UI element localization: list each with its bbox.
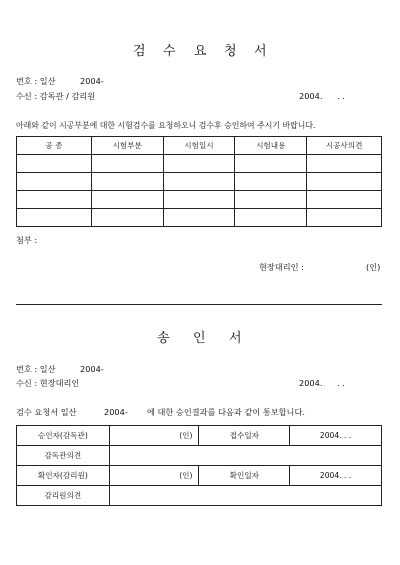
confirm-date-label: 확인일자	[199, 466, 290, 486]
request-title-char: 요	[194, 44, 207, 59]
table-row	[17, 466, 382, 486]
header-test-datetime: 시험일시	[163, 137, 235, 155]
header-test-content: 시험내용	[235, 137, 307, 155]
approval-number-value: 2004-	[80, 364, 104, 374]
table-cell[interactable]	[163, 191, 235, 209]
table-cell[interactable]	[91, 155, 163, 173]
header-test-part: 시험부분	[91, 137, 163, 155]
table-header-row	[17, 137, 382, 155]
table-cell[interactable]	[91, 173, 163, 191]
approval-table	[16, 425, 382, 506]
request-title-char: 청	[224, 44, 237, 59]
table-cell[interactable]	[17, 155, 92, 173]
section-divider	[16, 304, 382, 305]
approval-date-year: 2004.	[299, 378, 323, 388]
request-date-dots: . .	[337, 91, 345, 101]
request-title-char: 서	[254, 44, 267, 59]
table-cell[interactable]	[235, 191, 307, 209]
table-cell[interactable]	[91, 191, 163, 209]
table-row	[17, 155, 382, 173]
supervisor-opinion-label: 감독관의견	[17, 446, 110, 466]
request-title-char: 검	[133, 44, 146, 59]
approval-statement-suffix: 에 대한 승인결과를 다음과 같이 통보합니다.	[147, 407, 305, 417]
approver-seal[interactable]: (인)	[109, 426, 199, 446]
table-row	[17, 446, 382, 466]
approval-date-dots: . .	[337, 378, 345, 388]
table-cell[interactable]	[17, 191, 92, 209]
table-row	[17, 209, 382, 227]
table-row	[17, 173, 382, 191]
table-cell[interactable]	[307, 155, 382, 173]
table-cell[interactable]	[307, 209, 382, 227]
request-number-label: 번호 : 일산	[16, 76, 56, 86]
confirmer-inspector-label: 확인자(감리원)	[17, 466, 110, 486]
approver-supervisor-label: 승인자(감독관)	[17, 426, 110, 446]
approval-title-char: 인	[193, 331, 206, 346]
inspector-opinion-value[interactable]	[109, 486, 381, 506]
header-work-type: 공 종	[17, 137, 92, 155]
request-title-char: 수	[163, 44, 176, 59]
table-cell[interactable]	[163, 155, 235, 173]
table-row	[17, 426, 382, 446]
table-cell[interactable]	[235, 173, 307, 191]
table-cell[interactable]	[17, 209, 92, 227]
supervisor-opinion-value[interactable]	[109, 446, 381, 466]
table-cell[interactable]	[91, 209, 163, 227]
site-agent-seal: (인)	[366, 262, 381, 272]
approval-title-char: 송	[157, 331, 170, 346]
approval-statement-number: 2004-	[104, 407, 128, 417]
received-date-label: 접수일자	[199, 426, 290, 446]
request-date-year: 2004.	[299, 91, 323, 101]
table-cell[interactable]	[235, 155, 307, 173]
confirm-date-value[interactable]: 2004. . .	[290, 466, 382, 486]
approval-statement-prefix: 검수 요청서 일산	[16, 407, 77, 417]
table-cell[interactable]	[307, 173, 382, 191]
request-statement: 아래와 같이 시공부분에 대한 시험검수를 요청하오니 검수후 승인하여 주시기 바랍니다.	[16, 121, 316, 130]
attachment-label: 첨부 :	[16, 235, 38, 245]
approval-recipient: 수신 : 현장대리인	[16, 378, 80, 388]
table-cell[interactable]	[17, 173, 92, 191]
request-number-value: 2004-	[80, 76, 104, 86]
table-cell[interactable]	[307, 191, 382, 209]
request-table	[16, 136, 382, 227]
table-cell[interactable]	[235, 209, 307, 227]
site-agent-label: 현장대리인 :	[259, 262, 304, 272]
table-cell[interactable]	[163, 209, 235, 227]
confirmer-seal[interactable]: (인)	[109, 466, 199, 486]
table-row	[17, 486, 382, 506]
approval-number-label: 번호 : 일산	[16, 364, 56, 374]
header-contractor-opinion: 시공사의견	[307, 137, 382, 155]
approval-title-char: 서	[229, 331, 242, 346]
table-row	[17, 191, 382, 209]
request-recipient: 수신 : 감독관 / 감리원	[16, 91, 96, 101]
table-cell[interactable]	[163, 173, 235, 191]
inspector-opinion-label: 감리원의견	[17, 486, 110, 506]
received-date-value[interactable]: 2004. . .	[290, 426, 382, 446]
